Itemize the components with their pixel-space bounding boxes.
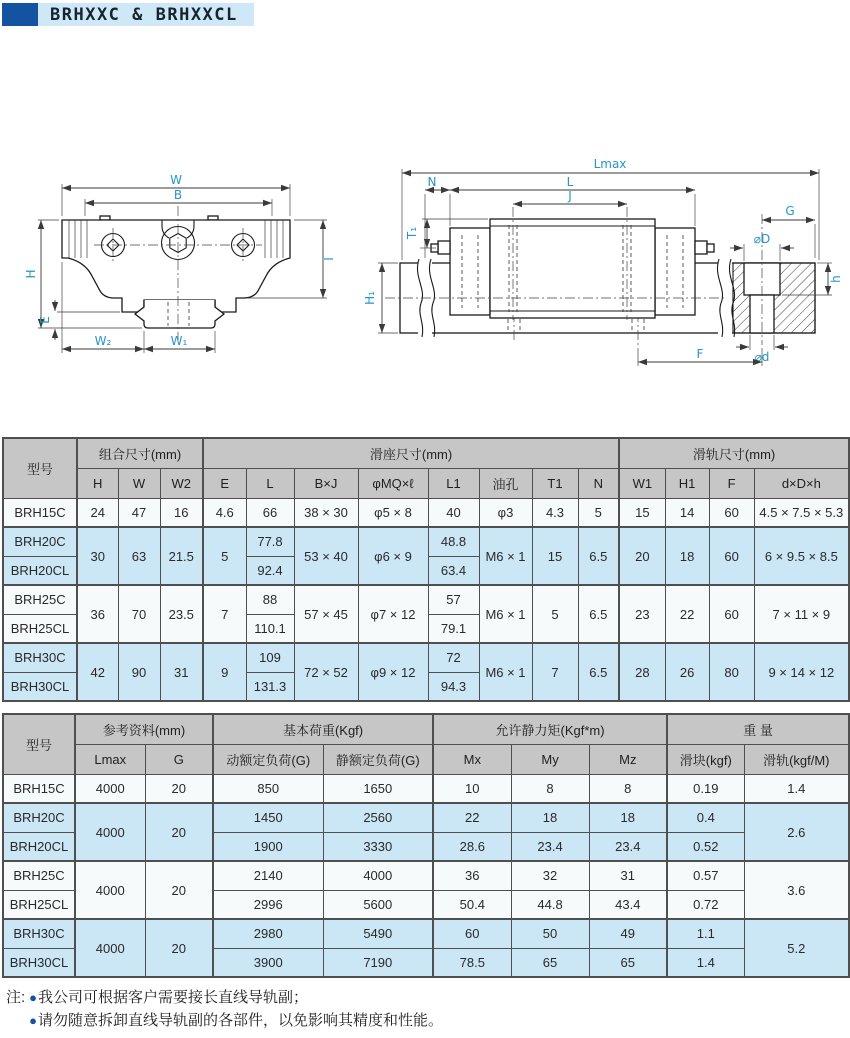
value-cell: 28.6 <box>433 832 511 861</box>
value-cell: 1.4 <box>667 948 744 977</box>
bullet-icon: ● <box>29 1013 38 1029</box>
value-cell: 0.72 <box>667 890 744 919</box>
value-cell: φ5 × 8 <box>358 498 428 527</box>
carriage-outline <box>62 216 290 312</box>
note-text: 我公司可根据客户需要接长直线导轨副； <box>38 989 309 1006</box>
value-cell: 60 <box>709 527 754 585</box>
value-cell: 50.4 <box>433 890 511 919</box>
value-cell: 63 <box>118 527 160 585</box>
value-cell: 8 <box>511 774 589 803</box>
model-cell: BRH15C <box>3 774 75 803</box>
column-header: d×D×h <box>754 468 849 498</box>
dim-label-i: I <box>322 257 336 261</box>
table-row <box>3 498 849 527</box>
value-cell: 4000 <box>75 861 145 919</box>
value-cell: 9 <box>203 643 246 701</box>
column-header: 动额定负荷(G) <box>213 744 323 774</box>
column-group-header: 基本荷重(Kgf) <box>213 714 433 744</box>
dim-label-h: H <box>24 269 38 279</box>
value-cell: 44.8 <box>511 890 589 919</box>
value-cell: 1450 <box>213 803 323 832</box>
load-ratings-table <box>2 713 850 978</box>
value-cell: 47 <box>118 498 160 527</box>
dim-label-g: G <box>785 204 795 218</box>
value-cell: 6 × 9.5 × 8.5 <box>754 527 849 585</box>
value-cell: 28 <box>619 643 665 701</box>
model-cell: BRH30CL <box>3 948 75 977</box>
value-cell: 4000 <box>75 919 145 977</box>
value-cell: 23.4 <box>589 832 667 861</box>
bullet-icon: ● <box>29 990 38 1005</box>
column-header: My <box>511 744 589 774</box>
value-cell: 3.6 <box>744 861 849 919</box>
note-line <box>29 986 443 1009</box>
value-cell: 20 <box>145 919 213 977</box>
side-view-diagram <box>363 140 850 385</box>
value-cell: M6 × 1 <box>479 585 532 643</box>
value-cell: 78.5 <box>433 948 511 977</box>
column-header: H <box>77 468 118 498</box>
value-cell: 18 <box>511 803 589 832</box>
value-cell: 23.4 <box>511 832 589 861</box>
value-cell: 24 <box>77 498 118 527</box>
dim-label-w: W <box>170 173 182 187</box>
value-cell: 49 <box>589 919 667 948</box>
value-cell: φ7 × 12 <box>358 585 428 643</box>
value-cell: 2140 <box>213 861 323 890</box>
column-header: 静额定负荷(G) <box>323 744 433 774</box>
value-cell: 65 <box>511 948 589 977</box>
value-cell: 38 × 30 <box>294 498 358 527</box>
value-cell: 63.4 <box>428 556 479 585</box>
cross-section-diagram <box>22 150 347 385</box>
dim-label-t1: T₁ <box>405 226 419 240</box>
value-cell: 31 <box>160 643 203 701</box>
note-text: 请勿随意拆卸直线导轨副的各部件，以免影响其精度和性能。 <box>38 1012 444 1030</box>
value-cell: 72 <box>428 643 479 672</box>
value-cell: 110.1 <box>246 614 294 643</box>
value-cell: 5 <box>578 498 619 527</box>
model-cell: BRH20CL <box>3 556 77 585</box>
footnotes <box>6 986 443 1033</box>
value-cell: 2996 <box>213 890 323 919</box>
note-line <box>29 1009 443 1032</box>
value-cell: 65 <box>589 948 667 977</box>
column-header: N <box>578 468 619 498</box>
value-cell: M6 × 1 <box>479 527 532 585</box>
value-cell: 5 <box>203 527 246 585</box>
value-cell: 18 <box>589 803 667 832</box>
model-cell: BRH15C <box>3 498 77 527</box>
value-cell: 9 × 14 × 12 <box>754 643 849 701</box>
value-cell: 94.3 <box>428 672 479 701</box>
model-cell: BRH20C <box>3 527 77 556</box>
column-header: T1 <box>532 468 578 498</box>
value-cell: 7 <box>203 585 246 643</box>
model-cell: BRH30C <box>3 919 75 948</box>
header-accent-square <box>2 3 38 26</box>
column-header: Lmax <box>75 744 145 774</box>
value-cell: 21.5 <box>160 527 203 585</box>
model-cell: BRH30CL <box>3 672 77 701</box>
value-cell: 8 <box>589 774 667 803</box>
value-cell: 6.5 <box>578 643 619 701</box>
value-cell: 20 <box>145 803 213 861</box>
value-cell: 60 <box>709 585 754 643</box>
value-cell: 20 <box>619 527 665 585</box>
value-cell: 3330 <box>323 832 433 861</box>
value-cell: 5.2 <box>744 919 849 977</box>
dim-label-lmax: Lmax <box>593 157 627 171</box>
column-header: L <box>246 468 294 498</box>
column-header: W2 <box>160 468 203 498</box>
value-cell: φ6 × 9 <box>358 527 428 585</box>
value-cell: 2980 <box>213 919 323 948</box>
column-header: 滑块(kgf) <box>667 744 744 774</box>
value-cell: 66 <box>246 498 294 527</box>
note-prefix: 注: <box>6 989 26 1006</box>
value-cell: 7 <box>532 643 578 701</box>
dim-label-n: N <box>427 175 437 189</box>
model-cell: BRH25CL <box>3 890 75 919</box>
column-header: 滑轨(kgf/M) <box>744 744 849 774</box>
table-row <box>3 919 849 948</box>
value-cell: 14 <box>665 498 709 527</box>
dim-label-w1: W₁ <box>170 334 188 348</box>
value-cell: 43.4 <box>589 890 667 919</box>
value-cell: 57 <box>428 585 479 614</box>
column-header: H1 <box>665 468 709 498</box>
table-row <box>3 803 849 832</box>
value-cell: 1.4 <box>744 774 849 803</box>
value-cell: 109 <box>246 643 294 672</box>
dim-label-l: L <box>566 175 574 189</box>
value-cell: φ3 <box>479 498 532 527</box>
value-cell: 1900 <box>213 832 323 861</box>
value-cell: 5600 <box>323 890 433 919</box>
dim-label-phi-d-lower: ⌀d <box>754 350 770 364</box>
value-cell: 4.6 <box>203 498 246 527</box>
value-cell: 50 <box>511 919 589 948</box>
column-group-header: 允许静力矩(Kgf*m) <box>433 714 667 744</box>
value-cell: 70 <box>118 585 160 643</box>
value-cell: 131.3 <box>246 672 294 701</box>
model-cell: BRH25C <box>3 861 75 890</box>
value-cell: 30 <box>77 527 118 585</box>
value-cell: 5 <box>532 585 578 643</box>
column-group-header: 重 量 <box>667 714 849 744</box>
model-cell: BRH25CL <box>3 614 77 643</box>
model-cell: BRH30C <box>3 643 77 672</box>
value-cell: 0.19 <box>667 774 744 803</box>
table-row <box>3 585 849 614</box>
note-lines <box>29 986 443 1033</box>
value-cell: 40 <box>428 498 479 527</box>
value-cell: 42 <box>77 643 118 701</box>
value-cell: 1.1 <box>667 919 744 948</box>
value-cell: 4.3 <box>532 498 578 527</box>
dim-label-b: B <box>173 188 183 202</box>
value-cell: 850 <box>213 774 323 803</box>
value-cell: 4.5 × 7.5 × 5.3 <box>754 498 849 527</box>
value-cell: 32 <box>511 861 589 890</box>
value-cell: 88 <box>246 585 294 614</box>
column-header: Mz <box>589 744 667 774</box>
model-cell: BRH25C <box>3 585 77 614</box>
value-cell: 2560 <box>323 803 433 832</box>
column-group-header: 参考资料(mm) <box>75 714 213 744</box>
value-cell: 36 <box>433 861 511 890</box>
table-row <box>3 643 849 672</box>
column-header: B×J <box>294 468 358 498</box>
value-cell: 79.1 <box>428 614 479 643</box>
column-header: 油孔 <box>479 468 532 498</box>
column-group-header: 滑轨尺寸(mm) <box>619 438 849 468</box>
dim-label-e: E <box>38 316 52 324</box>
value-cell: 22 <box>665 585 709 643</box>
value-cell: 2.6 <box>744 803 849 861</box>
value-cell: 90 <box>118 643 160 701</box>
value-cell: 10 <box>433 774 511 803</box>
model-cell: BRH20C <box>3 803 75 832</box>
page-header <box>2 3 254 26</box>
value-cell: 36 <box>77 585 118 643</box>
value-cell: 22 <box>433 803 511 832</box>
value-cell: φ9 × 12 <box>358 643 428 701</box>
value-cell: 7190 <box>323 948 433 977</box>
value-cell: 31 <box>589 861 667 890</box>
value-cell: 7 × 11 × 9 <box>754 585 849 643</box>
value-cell: 60 <box>433 919 511 948</box>
value-cell: 18 <box>665 527 709 585</box>
table-row <box>3 527 849 556</box>
value-cell: 80 <box>709 643 754 701</box>
value-cell: 20 <box>145 774 213 803</box>
value-cell: 0.52 <box>667 832 744 861</box>
dimensions-table <box>2 437 850 702</box>
value-cell: 26 <box>665 643 709 701</box>
value-cell: 1650 <box>323 774 433 803</box>
column-group-header: 型号 <box>3 438 77 498</box>
table-row <box>3 861 849 890</box>
value-cell: 6.5 <box>578 527 619 585</box>
value-cell: 15 <box>532 527 578 585</box>
value-cell: 48.8 <box>428 527 479 556</box>
column-header: E <box>203 468 246 498</box>
column-group-header: 组合尺寸(mm) <box>77 438 203 468</box>
value-cell: 4000 <box>75 774 145 803</box>
value-cell: 15 <box>619 498 665 527</box>
value-cell: 6.5 <box>578 585 619 643</box>
value-cell: 53 × 40 <box>294 527 358 585</box>
page-title: BRHXXC & BRHXXCL <box>50 4 238 25</box>
value-cell: 20 <box>145 861 213 919</box>
column-header: G <box>145 744 213 774</box>
dim-label-phi-d-upper: ⌀D <box>753 232 771 246</box>
column-group-header: 滑座尺寸(mm) <box>203 438 619 468</box>
column-header: W1 <box>619 468 665 498</box>
dim-label-w2: W₂ <box>94 334 112 348</box>
value-cell: 23 <box>619 585 665 643</box>
value-cell: 60 <box>709 498 754 527</box>
value-cell: 0.4 <box>667 803 744 832</box>
value-cell: 72 × 52 <box>294 643 358 701</box>
value-cell: 57 × 45 <box>294 585 358 643</box>
value-cell: 23.5 <box>160 585 203 643</box>
dim-label-f: F <box>696 347 704 361</box>
column-header: Mx <box>433 744 511 774</box>
column-header: φMQ×ℓ <box>358 468 428 498</box>
value-cell: 92.4 <box>246 556 294 585</box>
value-cell: 4000 <box>75 803 145 861</box>
rail-outline <box>135 300 224 328</box>
value-cell: 5490 <box>323 919 433 948</box>
table-row <box>3 774 849 803</box>
dim-label-h1: H₁ <box>363 291 377 305</box>
header-strip <box>38 3 254 26</box>
value-cell: M6 × 1 <box>479 643 532 701</box>
column-group-header: 型号 <box>3 714 75 774</box>
value-cell: 77.8 <box>246 527 294 556</box>
model-cell: BRH20CL <box>3 832 75 861</box>
dim-label-hh: h <box>829 275 843 283</box>
value-cell: 16 <box>160 498 203 527</box>
value-cell: 0.57 <box>667 861 744 890</box>
column-header: L1 <box>428 468 479 498</box>
value-cell: 4000 <box>323 861 433 890</box>
dim-label-j: J <box>568 189 572 203</box>
column-header: W <box>118 468 160 498</box>
column-header: F <box>709 468 754 498</box>
value-cell: 3900 <box>213 948 323 977</box>
